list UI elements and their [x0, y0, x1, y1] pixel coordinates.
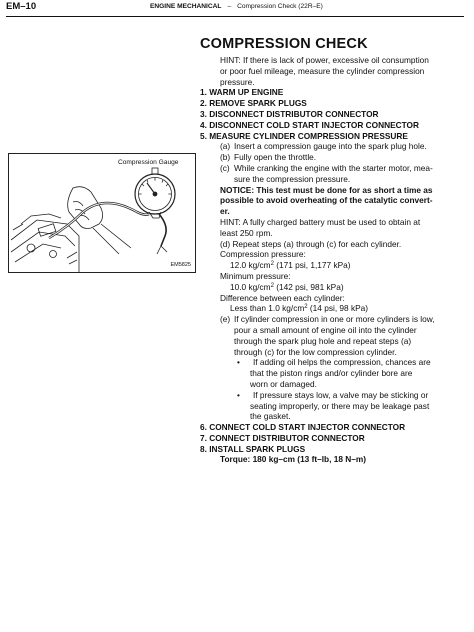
superscript: 2: [270, 261, 274, 268]
substep-text: If cylinder compression in one or more cylinders is low,: [234, 314, 435, 325]
substep-e: [200, 314, 465, 325]
substep-text: Fully open the throttle.: [234, 152, 317, 163]
figure-caption: Compression Gauge: [118, 159, 179, 166]
step-heading: 5. MEASURE CYLINDER COMPRESSION PRESSURE: [200, 130, 408, 141]
minimum-pressure-value: [200, 282, 465, 293]
step-heading: 2. REMOVE SPARK PLUGS: [200, 98, 307, 109]
bullet-item: [200, 390, 465, 401]
substep-a: [200, 141, 465, 152]
minimum-pressure-label: Minimum pressure:: [220, 270, 291, 281]
page-title: COMPRESSION CHECK: [200, 36, 368, 52]
header-subsection: Compression Check (22R–E): [237, 3, 323, 10]
substep-continuation: through (c) for the low compression cylinder.: [234, 346, 397, 357]
compression-pressure-value: [200, 260, 465, 271]
substep-label: (c): [220, 162, 230, 173]
header-separator: –: [227, 3, 232, 10]
bullet-icon: •: [237, 389, 240, 400]
compression-gauge-figure: [8, 153, 196, 273]
bullet-text: If pressure stays low, a valve may be sticking or: [253, 389, 429, 400]
substep-label: (a): [220, 141, 231, 152]
step-heading: 4. DISCONNECT COLD START INJECTOR CONNECTOR: [200, 119, 419, 130]
hint-line: least 250 rpm.: [220, 227, 273, 238]
substep-text: While cranking the engine with the starter motor, mea-: [234, 162, 433, 173]
bullet-continuation: that the piston rings and/or cylinder bore are: [250, 368, 413, 379]
step-heading: 7. CONNECT DISTRIBUTOR CONNECTOR: [200, 432, 365, 443]
procedure-body: [200, 55, 465, 465]
substep-label: (e): [220, 314, 231, 325]
intro-hint-line: pressure.: [220, 76, 255, 87]
step-heading: 3. DISCONNECT DISTRIBUTOR CONNECTOR: [200, 108, 379, 119]
value-text: (171 psi, 1,177 kPa): [273, 260, 351, 271]
running-header: [150, 3, 323, 10]
value-text: (142 psi, 981 kPa): [273, 281, 344, 292]
difference-value: [200, 303, 465, 314]
step-heading: 8. INSTALL SPARK PLUGS: [200, 443, 306, 454]
step-heading: 6. CONNECT COLD START INJECTOR CONNECTOR: [200, 422, 406, 433]
step-heading: 1. WARM UP ENGINE: [200, 87, 284, 98]
substep-text: Insert a compression gauge into the spark plug hole.: [234, 141, 427, 152]
value-text: (14 psi, 98 kPa): [307, 303, 369, 314]
intro-hint-line: or poor fuel mileage, measure the cylinder compression: [220, 65, 425, 76]
notice-line: NOTICE: This test must be done for as short a time as: [220, 184, 433, 195]
bullet-continuation: seating improperly, or there may be leakage past: [250, 400, 430, 411]
superscript: 2: [270, 282, 274, 289]
notice-line: er.: [220, 206, 230, 217]
header-section: ENGINE MECHANICAL: [150, 3, 222, 10]
notice-line: possible to avoid overheating of the catalytic convert-: [220, 195, 433, 206]
difference-label: Difference between each cylinder:: [220, 292, 345, 303]
intro-hint-line: HINT: If there is lack of power, excessive oil consumption: [220, 55, 429, 65]
hint-line: HINT: A fully charged battery must be used to obtain at: [220, 216, 421, 227]
substep-label: (b): [220, 152, 231, 163]
bullet-item: [200, 357, 465, 368]
bullet-continuation: the gasket.: [250, 411, 291, 422]
figure-code: EM5825: [170, 262, 191, 268]
bullet-text: If adding oil helps the compression, chances are: [253, 357, 431, 368]
value-text: Less than 1.0 kg/cm: [230, 303, 305, 314]
value-text: 12.0 kg/cm: [230, 260, 271, 271]
page-number: EM–10: [6, 1, 37, 12]
substep-continuation: sure the compression pressure.: [234, 173, 351, 184]
substep-c: [200, 163, 465, 174]
bullet-continuation: worn or damaged.: [250, 378, 317, 389]
compression-pressure-label: Compression pressure:: [220, 249, 306, 260]
header-rule: [6, 16, 464, 17]
superscript: 2: [304, 304, 308, 311]
bullet-icon: •: [237, 357, 240, 368]
substep-b: [200, 152, 465, 163]
torque-spec: Torque: 180 kg–cm (13 ft–lb, 18 N–m): [220, 454, 367, 465]
substep-d: (d) Repeat steps (a) through (c) for each cylinder.: [220, 238, 402, 249]
substep-continuation: pour a small amount of engine oil into the cylinder: [234, 324, 417, 335]
value-text: 10.0 kg/cm: [230, 281, 271, 292]
substep-continuation: through the spark plug hole and repeat steps (a): [234, 335, 412, 346]
compression-gauge-illustration: [9, 154, 195, 272]
